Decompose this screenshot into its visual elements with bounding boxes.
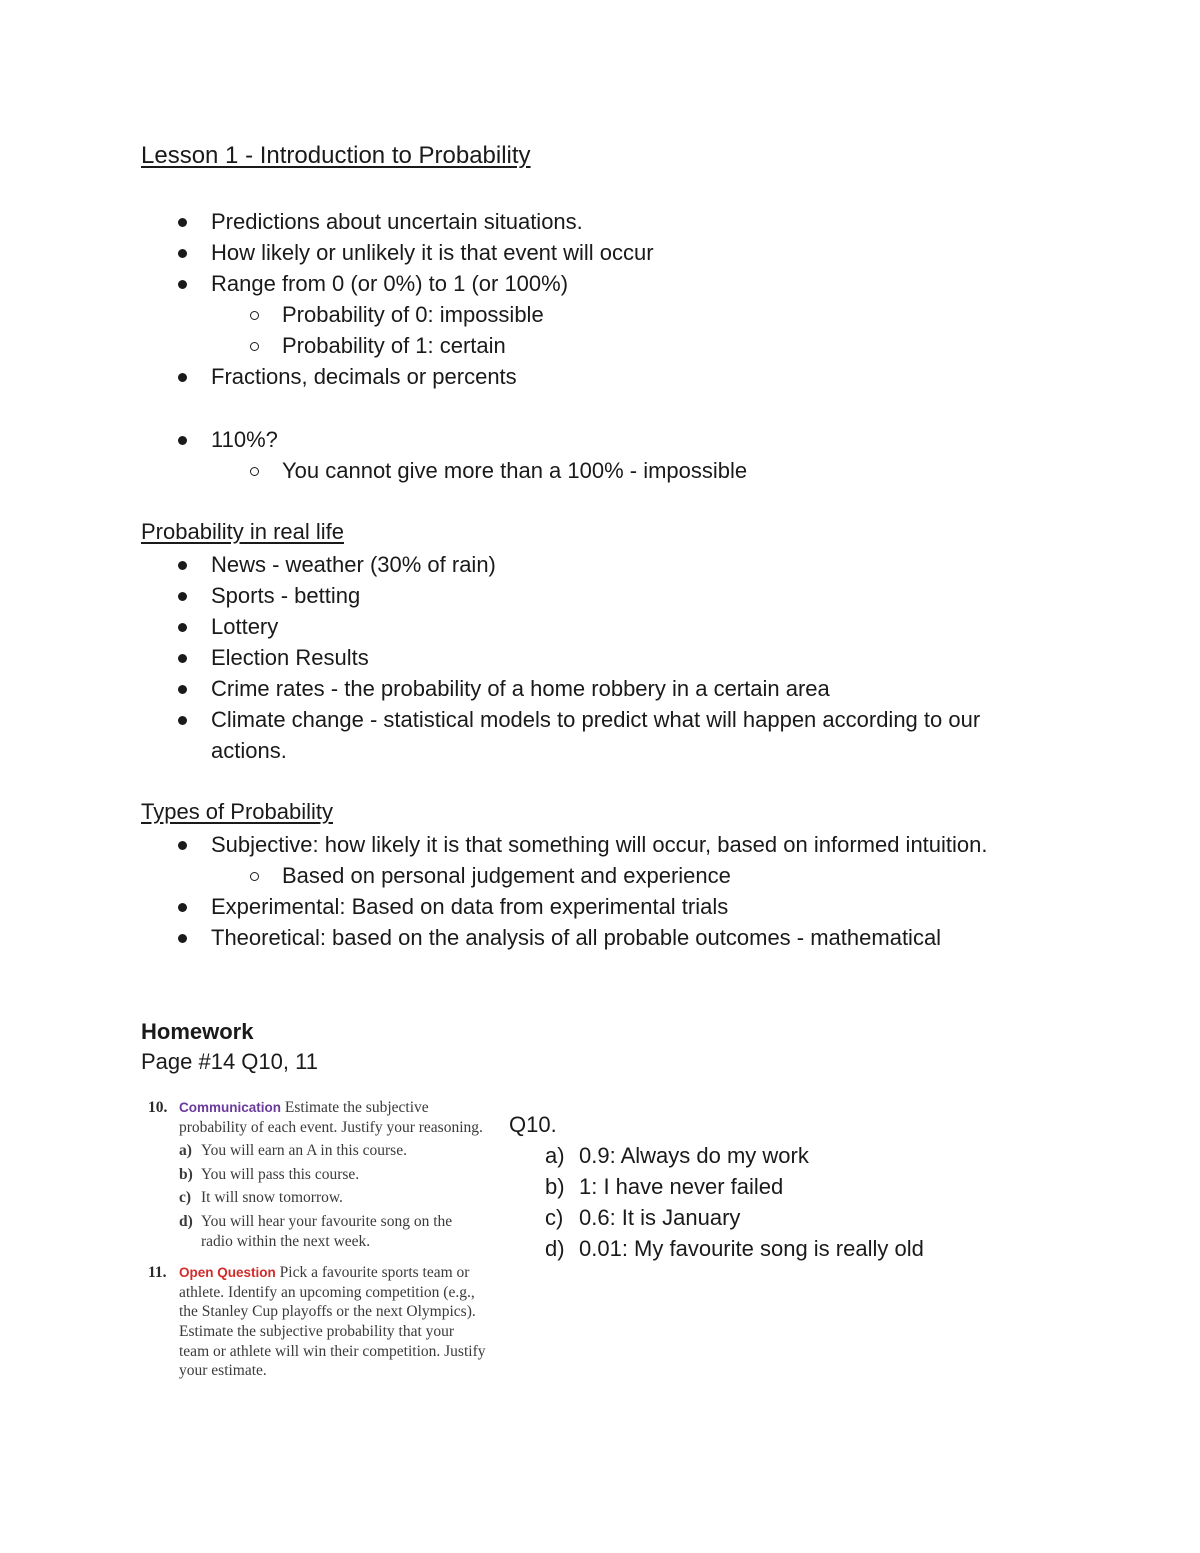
sub-bullet-item <box>282 455 747 486</box>
part-text: You will earn an A in this course. <box>201 1142 407 1160</box>
question-part <box>179 1212 486 1251</box>
bullet-dot-icon <box>178 934 187 943</box>
bullet-text: Experimental: Based on data from experimental trials <box>211 894 729 919</box>
bullet-dot-icon <box>178 685 187 694</box>
answers-label: Q10. <box>509 1112 557 1137</box>
textbook-question-10 <box>146 1098 486 1251</box>
answer-text: 0.6: It is January <box>579 1205 741 1230</box>
answer-item <box>545 1174 783 1200</box>
bullet-text: Election Results <box>211 645 369 670</box>
bullet-item <box>211 206 583 237</box>
sub-bullet-item <box>282 299 544 330</box>
question-tag: Open Question <box>179 1265 276 1281</box>
question-number: 10. <box>148 1099 168 1116</box>
textbook-excerpt <box>146 1098 486 1393</box>
sub-bullet-text: You cannot give more than a 100% - impossible <box>282 458 748 483</box>
bullet-ring-icon <box>250 872 259 881</box>
question-prompt: Estimate the subjective probability of each event. Justify your reasoning. <box>179 1099 483 1136</box>
bullet-dot-icon <box>178 561 187 570</box>
bullet-text: Crime rates - the probability of a home robbery in a certain area <box>211 676 830 701</box>
bullet-item <box>211 642 369 673</box>
section-heading-types: Types of Probability <box>141 799 333 824</box>
bullet-item <box>211 673 830 704</box>
bullet-text: Lottery <box>211 614 279 639</box>
answer-letter: c) <box>545 1205 564 1230</box>
sub-bullet-item <box>282 330 506 361</box>
answer-item <box>545 1236 924 1262</box>
answer-letter: b) <box>545 1174 565 1199</box>
bullet-text: Fractions, decimals or percents <box>211 364 517 389</box>
bullet-item <box>211 361 517 392</box>
answer-text: 0.9: Always do my work <box>579 1143 809 1168</box>
bullet-dot-icon <box>178 592 187 601</box>
question-number: 11. <box>148 1264 167 1282</box>
bullet-item <box>211 237 654 268</box>
textbook-question-11 <box>146 1263 486 1381</box>
bullet-dot-icon <box>178 218 187 227</box>
bullet-item <box>211 580 360 611</box>
bullet-text: Theoretical: based on the analysis of all probable outcomes - mathematical <box>211 925 942 950</box>
bullet-item <box>211 268 568 299</box>
bullet-text: Climate change - statistical models to predict what will happen according to our actions. <box>211 707 981 763</box>
bullet-dot-icon <box>178 903 187 912</box>
bullet-dot-icon <box>178 716 187 725</box>
bullet-item <box>211 549 496 580</box>
part-letter: a) <box>179 1142 192 1160</box>
part-text: You will hear your favourite song on the radio within the next week. <box>201 1212 453 1250</box>
question-part <box>179 1165 486 1185</box>
bullet-text: Predictions about uncertain situations. <box>211 209 583 234</box>
bullet-text: 110%? <box>211 427 278 452</box>
sub-bullet-text: Probability of 1: certain <box>282 333 506 358</box>
bullet-dot-icon <box>178 623 187 632</box>
bullet-item <box>211 424 278 455</box>
homework-heading: Homework <box>141 1019 254 1044</box>
bullet-ring-icon <box>250 467 259 476</box>
sub-bullet-item <box>282 860 731 891</box>
page-title: Lesson 1 - Introduction to Probability <box>141 142 531 169</box>
bullet-dot-icon <box>178 373 187 382</box>
bullet-ring-icon <box>250 311 259 320</box>
part-letter: b) <box>179 1165 193 1183</box>
question-tag: Communication <box>179 1100 282 1115</box>
answer-item <box>545 1205 740 1231</box>
bullet-dot-icon <box>178 436 187 445</box>
bullet-text: Sports - betting <box>211 583 361 608</box>
part-letter: c) <box>179 1189 192 1207</box>
bullet-item <box>211 611 278 642</box>
answer-letter: a) <box>545 1143 565 1168</box>
bullet-dot-icon <box>178 280 187 289</box>
question-prompt: Pick a favourite sports team or athlete. Identify an upcoming competition (e.g., the Stanley Cup playoffs or the next Olympics). Estimate the subjective probability that your team or athlete will win their competition. Justify your estimate. <box>179 1264 486 1380</box>
answer-item <box>545 1143 809 1169</box>
bullet-item <box>211 704 1051 766</box>
bullet-text: News - weather (30% of rain) <box>211 552 496 577</box>
bullet-text: Subjective: how likely it is that something will occur, based on informed intuition. <box>211 832 988 857</box>
part-text: It will snow tomorrow. <box>201 1189 343 1207</box>
homework-page-ref: Page #14 Q10, 11 <box>141 1049 318 1074</box>
section-heading-real-life: Probability in real life <box>141 519 344 544</box>
question-parts <box>179 1141 486 1251</box>
bullet-text: Range from 0 (or 0%) to 1 (or 100%) <box>211 271 569 296</box>
sub-bullet-text: Based on personal judgement and experience <box>282 863 731 888</box>
bullet-item <box>211 829 988 860</box>
sub-bullet-text: Probability of 0: impossible <box>282 302 544 327</box>
bullet-item <box>211 891 728 922</box>
answer-text: 0.01: My favourite song is really old <box>579 1236 924 1261</box>
question-part <box>179 1141 486 1161</box>
bullet-dot-icon <box>178 249 187 258</box>
bullet-dot-icon <box>178 654 187 663</box>
bullet-item <box>211 922 941 953</box>
bullet-dot-icon <box>178 841 187 850</box>
bullet-ring-icon <box>250 342 259 351</box>
question-part <box>179 1188 486 1208</box>
part-text: You will pass this course. <box>201 1165 360 1183</box>
part-letter: d) <box>179 1212 193 1230</box>
answer-text: 1: I have never failed <box>579 1174 784 1199</box>
answer-letter: d) <box>545 1236 565 1261</box>
bullet-text: How likely or unlikely it is that event will occur <box>211 240 654 265</box>
